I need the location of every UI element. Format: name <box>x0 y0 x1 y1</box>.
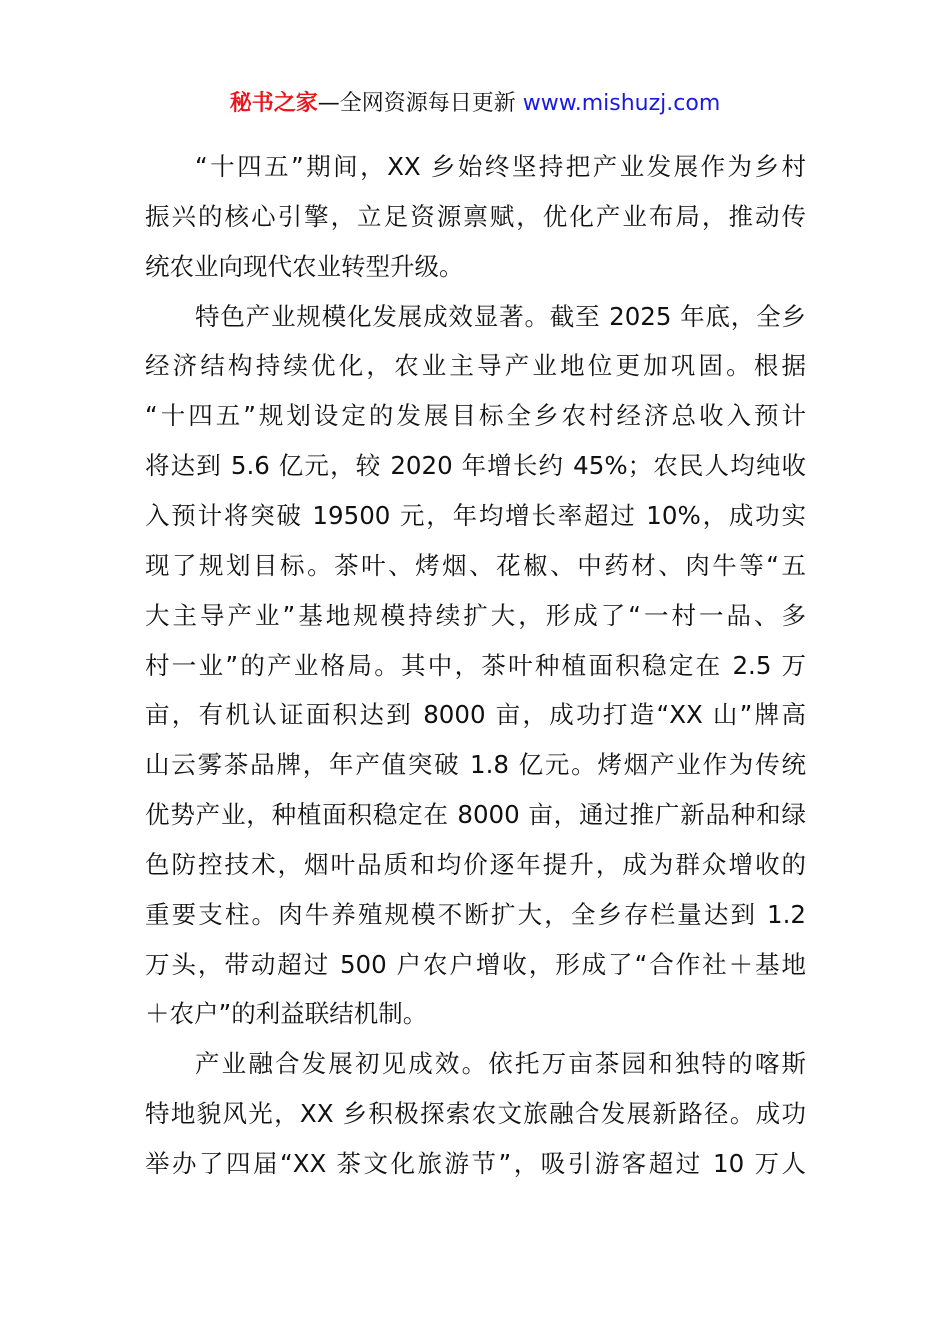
paragraph-2-line: 重要支柱。肉牛养殖规模不断扩大，全乡存栏量达到 1.2 <box>145 899 806 929</box>
paragraph-2-line: ＋农户”的利益联结机制。 <box>145 999 428 1029</box>
paragraph-2-line: 村一业”的产业格局。其中，茶叶种植面积稳定在 2.5 万 <box>145 650 806 680</box>
paragraph-3-line: 举办了四届“XX 茶文化旅游节”，吸引游客超过 10 万人 <box>145 1149 806 1178</box>
paragraph-2-line: “十四五”规划设定的发展目标全乡农村经济总收入预计 <box>145 401 806 431</box>
site-header <box>0 89 950 119</box>
paragraph-2-line: 特色产业规模化发展成效显著。截至 2025 年底，全乡 <box>195 301 806 331</box>
site-url-link[interactable]: www.mishuzj.com <box>522 91 721 116</box>
paragraph-2-line: 优势产业，种植面积稳定在 8000 亩，通过推广新品种和绿 <box>145 800 806 830</box>
paragraph-1-line: “十四五”期间，XX 乡始终坚持把产业发展作为乡村 <box>195 152 806 181</box>
paragraph-2-line: 亩，有机认证面积达到 8000 亩，成功打造“XX 山”牌高 <box>145 700 806 730</box>
paragraph-2-line: 经济结构持续优化，农业主导产业地位更加巩固。根据 <box>145 351 806 381</box>
paragraph-2-line: 入预计将突破 19500 元，年均增长率超过 10%，成功实 <box>145 500 806 530</box>
brand-name: 秘书之家 <box>229 91 318 116</box>
paragraph-2-line: 万头，带动超过 500 户农户增收，形成了“合作社＋基地 <box>145 949 806 979</box>
paragraph-2-line: 大主导产业”基地规模持续扩大，形成了“一村一品、多 <box>145 600 806 630</box>
paragraph-2-line: 将达到 5.6 亿元，较 2020 年增长约 45%；农民人均纯收 <box>145 451 806 481</box>
paragraph-3-line: 特地貌风光，XX 乡积极探索农文旅融合发展新路径。成功 <box>145 1099 806 1129</box>
paragraph-2-line: 山云雾茶品牌，年产值突破 1.8 亿元。烤烟产业作为传统 <box>145 750 806 780</box>
header-tagline: —全网资源每日更新 <box>317 91 523 116</box>
paragraph-3-line: 产业融合发展初见成效。依托万亩茶园和独特的喀斯 <box>195 1049 806 1079</box>
paragraph-2-line: 色防控技术，烟叶品质和均价逐年提升，成为群众增收的 <box>145 849 806 879</box>
paragraph-1-line: 统农业向现代农业转型升级。 <box>145 251 464 281</box>
paragraph-1-line: 振兴的核心引擎，立足资源禀赋，优化产业布局，推动传 <box>145 201 806 231</box>
paragraph-2-line: 现了规划目标。茶叶、烤烟、花椒、中药材、肉牛等“五 <box>145 550 806 580</box>
